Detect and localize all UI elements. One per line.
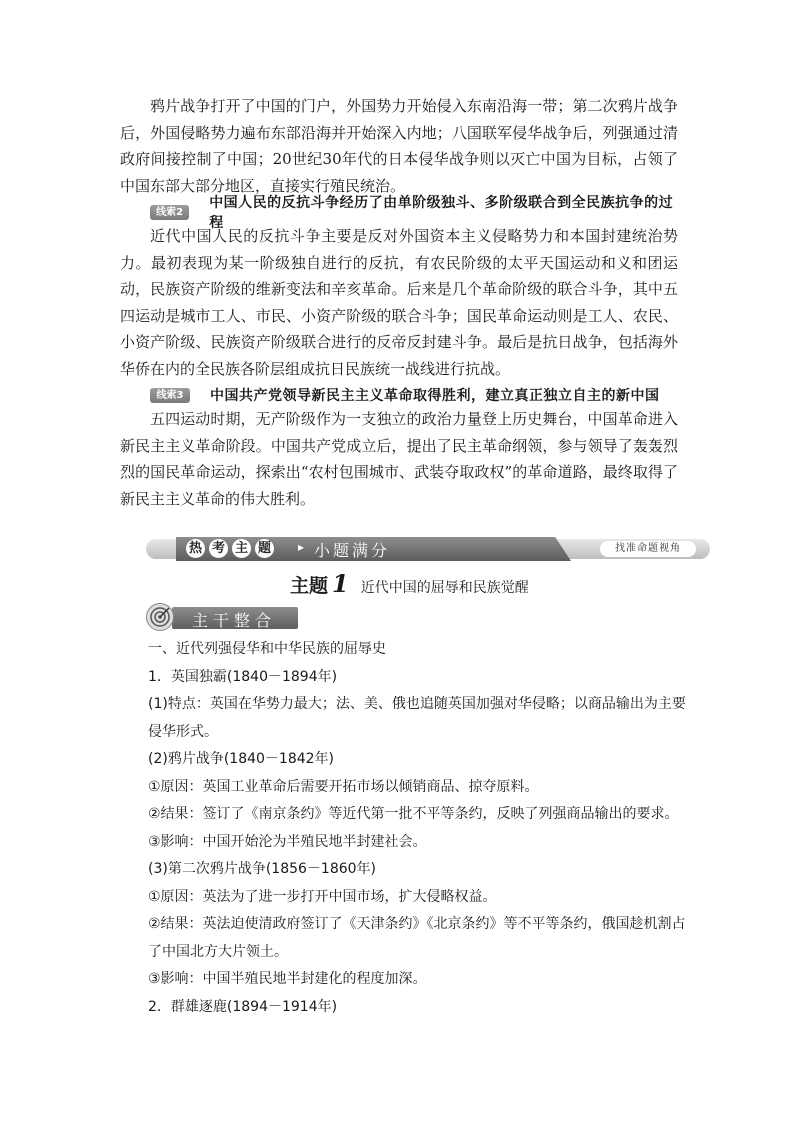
hot-char: 考 — [209, 539, 228, 558]
hot-char: 热 — [186, 539, 205, 558]
subheading-2: 2．群雄逐鹿(1894－1914年) — [148, 998, 338, 1015]
hot-char: 题 — [255, 539, 274, 558]
war2-title: (3)第二次鸦片战争(1856－1860年) — [148, 861, 377, 877]
feature-item: (1)特点：英国在华势力最大；法、美、俄也追随英国加强对华侵略；以商品输出为主要侵华形式。 — [148, 696, 686, 740]
clue2-heading — [120, 195, 678, 231]
war2-result: ②结果：英法迫使清政府签订了《天津条约》《北京条约》等不平等条约，俄国趁机割占了中国北方大片领土。 — [148, 916, 686, 960]
target-icon — [146, 603, 174, 631]
hot-banner-subtitle: 小题满分 — [314, 541, 391, 560]
clue2-paragraph: 近代中国人民的反抗斗争主要是反对外国资本主义侵略势力和本国封建统治势力。最初表现为某一阶级独自进行的反抗，有农民阶级的太平天国运动和义和团运动，民族资产阶级的维新变法和辛亥革命。后来是几个革命阶级的联合斗争，其中五四运动是城市工人、市民、小资产阶级的联合斗争；国民革命运动则是工人、农民、小资产阶级、民族资产阶级联合进行的反帝反封建斗争。最后是抗日战争，包括海外华侨在内的全民族各阶层组成抗日民族统一战线进行抗战。 — [120, 227, 678, 378]
clue3-badge: 线索3 — [150, 388, 190, 403]
topic-name: 近代中国的屈辱和民族觉醒 — [360, 580, 529, 596]
war1-cause: ①原因：英国工业革命后需要开拓市场以倾销商品、掠夺原料。 — [148, 778, 539, 795]
hot-topic-banner — [146, 537, 710, 561]
triangle-right-icon: ▸ — [298, 540, 305, 554]
intro-paragraph: 鸦片战争打开了中国的门户，外国势力开始侵入东南沿海一带；第二次鸦片战争后，外国侵略势力遍布东部沿海并开始深入内地；八国联军侵华战争后，列强通过清政府间接控制了中国；20世纪30年代的日本侵华战争则以灭亡中国为目标，占领了中国东部大部分地区，直接实行殖民统治。 — [120, 97, 678, 195]
clue3-title: 中国共产党领导新民主主义革命取得胜利，建立真正独立自主的新中国 — [210, 388, 660, 404]
section-banner — [146, 603, 298, 631]
topic-title — [290, 569, 529, 598]
clue2-title: 中国人民的反抗斗争经历了由单阶级独斗、多阶级联合到全民族抗争的过程 — [209, 195, 674, 231]
war1-result: ②结果：签订了《南京条约》等近代第一批不平等条约，反映了列强商品输出的要求。 — [148, 806, 679, 822]
war2-impact: ③影响：中国半殖民地半封建化的程度加深。 — [148, 971, 427, 987]
war2-cause: ①原因：英法为了进一步打开中国市场，扩大侵略权益。 — [148, 888, 497, 905]
clue2-badge: 线索2 — [150, 205, 189, 220]
subheading-1: 1．英国独霸(1840－1894年) — [148, 668, 338, 685]
section-banner-text: 主干整合 — [192, 611, 277, 630]
topic-number: 1 — [332, 569, 349, 598]
heading-1: 一、近代列强侵华和中华民族的屈辱史 — [148, 641, 386, 657]
hot-banner-pill: 找准命题视角 — [600, 541, 696, 557]
hot-banner-chars — [186, 539, 274, 558]
war1-title: (2)鸦片战争(1840－1842年) — [148, 751, 335, 767]
clue3-heading — [120, 384, 678, 406]
topic-label: 主题 — [290, 575, 329, 597]
main-content — [148, 636, 693, 1021]
clue3-paragraph: 五四运动时期，无产阶级作为一支独立的政治力量登上历史舞台，中国革命进入新民主主义革命阶段。中国共产党成立后，提出了民主革命纲领，参与领导了轰轰烈烈的国民革命运动，探索出“农村包围城市、武装夺取政权”的革命道路，最终取得了新民主主义革命的伟大胜利。 — [120, 410, 678, 508]
war1-impact: ③影响：中国开始沦为半殖民地半封建社会。 — [148, 833, 427, 850]
intro-section — [120, 93, 678, 512]
hot-char: 主 — [232, 539, 251, 558]
